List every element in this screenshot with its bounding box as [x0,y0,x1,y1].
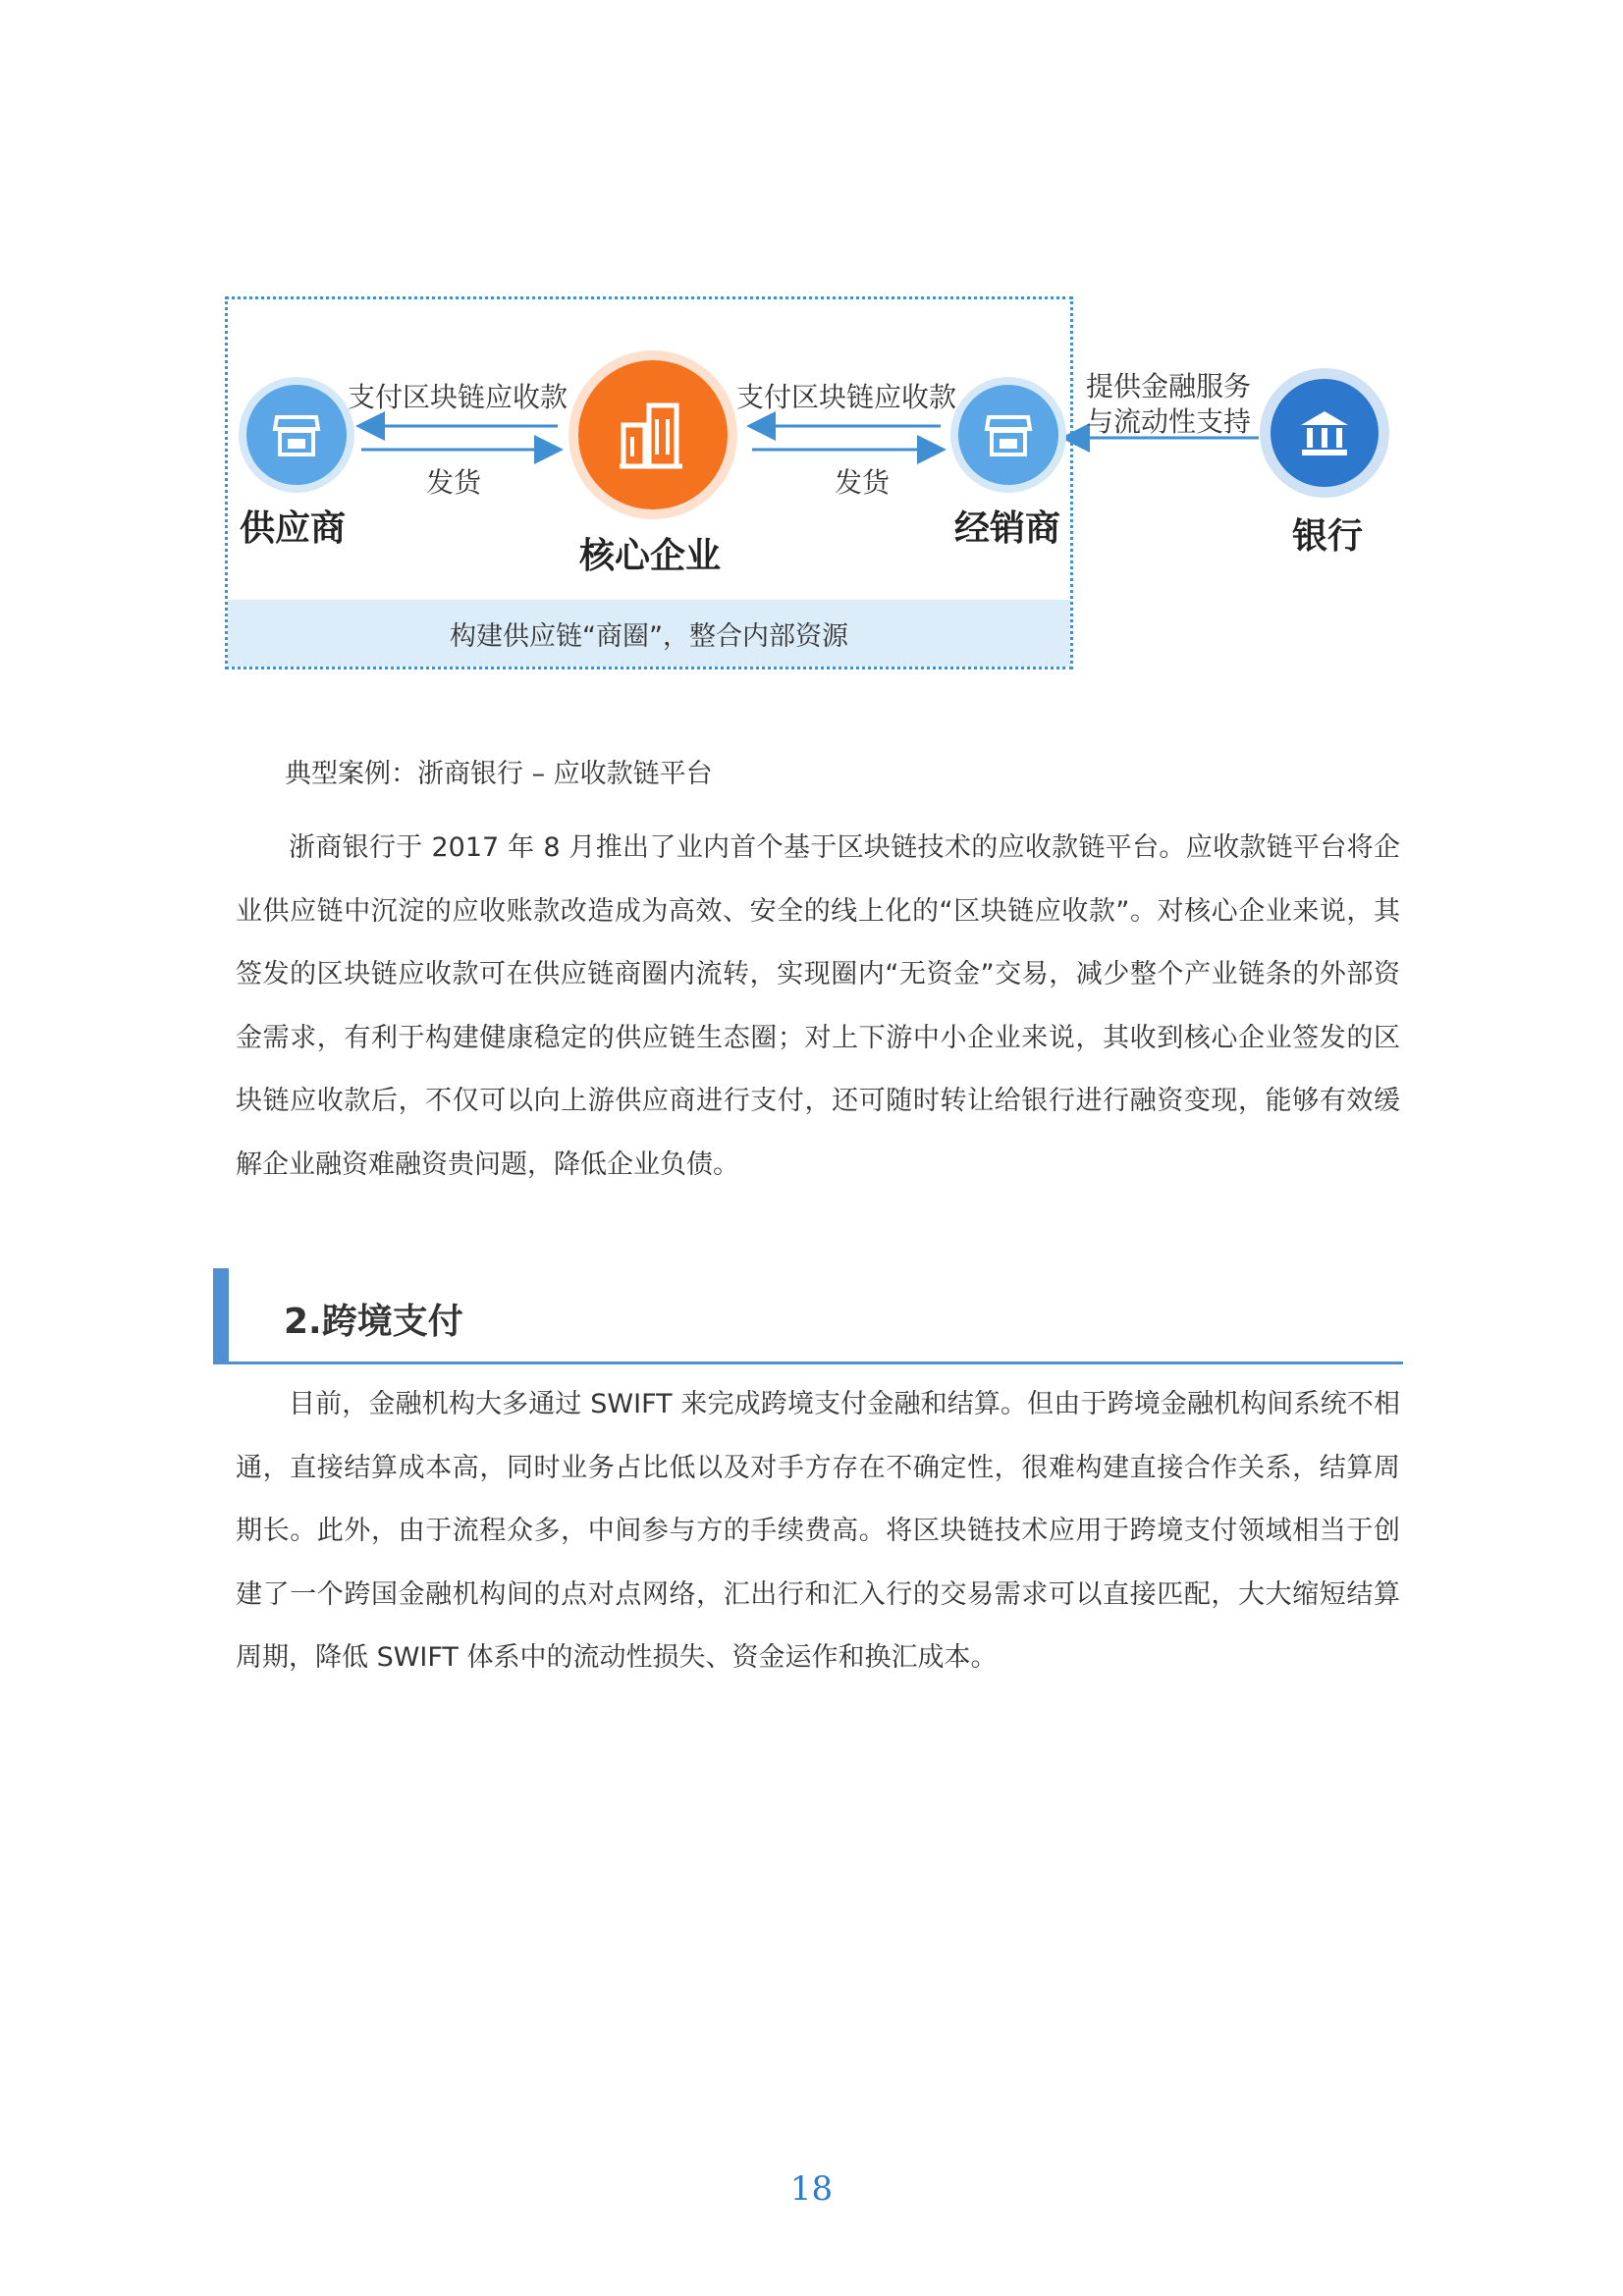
paragraph-1: 浙商银行于 2017 年 8 月推出了业内首个基于区块链技术的应收款链平台。应收款链平台将企业供应链中沉淀的应收账款改造成为高效、安全的线上化的“区块链应收款”。对核心企业来说，其签发的区块链应收款可在供应链商圈内流转，实现圈内“无资金”交易，减少整个产业链条的外部资金需求，有利于构建健康稳定的供应链生态圈；对上下游中小企业来说，其收到核心企业签发的区块链应收款后，不仅可以向上游供应商进行支付，还可随时转让给银行进行融资变现，能够有效缓解企业融资难融资贵问题，降低企业负债。 [236,832,1400,1180]
building-icon [614,396,692,474]
store-icon [983,409,1034,460]
distributor-node [950,377,1066,493]
section-heading [213,1268,1403,1364]
supplier-label: 供应商 [240,508,347,549]
edge-label-ship-right: 发货 [835,466,891,499]
section-title: 2.跨境支付 [284,1302,463,1342]
edge-label-bank [1086,369,1251,440]
core-enterprise-node [568,350,737,519]
supplier-node [239,377,354,493]
edge-label-pay-right: 支付区块链应收款 [736,381,957,413]
store-icon [271,409,322,460]
edge-label-bank-line1: 提供金融服务 [1086,370,1252,402]
diagram-arrows [0,0,1623,707]
paragraph-2: 目前，金融机构大多通过 SWIFT 来完成跨境支付金融和结算。但由于跨境金融机构间系统不相通，直接结算成本高，同时业务占比低以及对手方存在不确定性，很难构建直接合作关系，结算周期长。此外，由于流程众多，中间参与方的手续费高。将区块链技术应用于跨境支付领域相当于创建了一个跨国金融机构间的点对点网络，汇出行和汇入行的交易需求可以直接匹配，大大缩短结算周期，降低 SWIFT 体系中的流动性损失、资金运作和换汇成本。 [236,1389,1400,1673]
distributor-label: 经销商 [954,508,1061,549]
supply-chain-band: 构建供应链“商圈”，整合内部资源 [228,600,1070,667]
supply-chain-diagram [0,0,1623,707]
section-heading-bar [213,1268,229,1364]
page-number: 18 [789,2169,834,2209]
edge-label-pay-left: 支付区块链应收款 [348,381,568,413]
bank-label: 银行 [1292,516,1364,557]
edge-label-bank-line2: 与流动性支持 [1086,405,1252,438]
bank-node [1260,368,1389,498]
edge-label-ship-left: 发货 [426,466,482,499]
bank-icon [1297,405,1352,460]
case-title: 典型案例：浙商银行 – 应收款链平台 [285,759,713,789]
core-enterprise-label: 核心企业 [579,536,722,576]
section-heading-rule [213,1362,1403,1364]
